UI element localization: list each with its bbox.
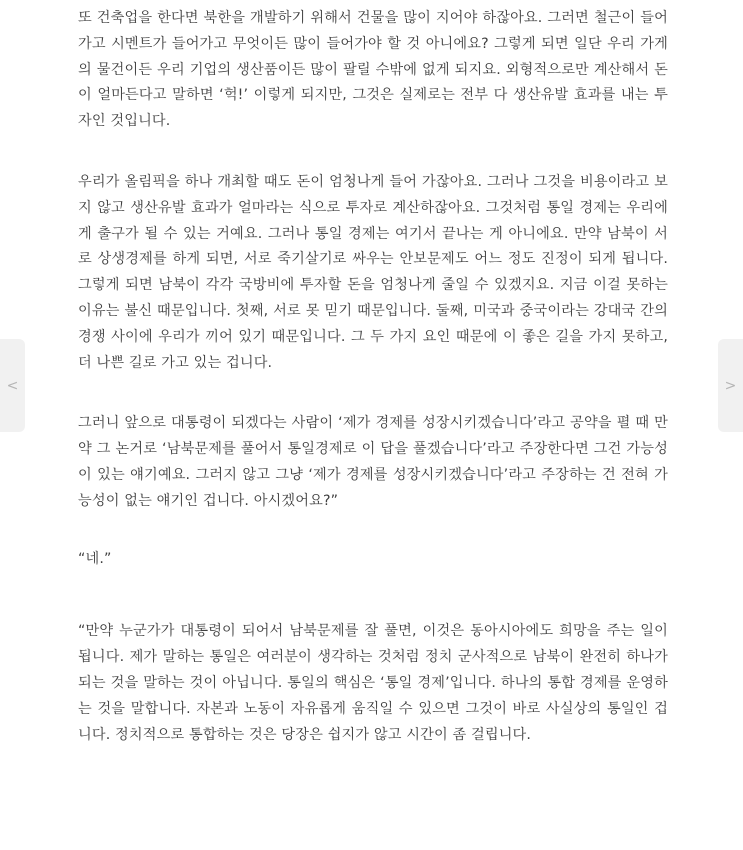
paragraph-reply: “네.” [78, 550, 112, 567]
chevron-right-icon: > [724, 377, 737, 394]
paragraph-president: 그러니 앞으로 대통령이 되겠다는 사람이 ‘제가 경제를 성장시키겠습니다’라고 공약을 펼 때 만약 그 논거로 ‘남북문제를 풀어서 통일경제로 이 답을 풀겠습니다’라고 주장한다면 그건 가능성이 있는 얘기예요. 그러지 않고 그냥 ‘제가 경제를 성장시키겠습니다’라고 주장하는 건 전혀 가능성이 없는 얘기인 겁니다. 아시겠어요?” [78, 415, 668, 509]
paragraph-construction: 또 건축업을 한다면 북한을 개발하기 위해서 건물을 많이 지어야 하잖아요. 그러면 철근이 들어가고 시멘트가 들어가고 무엇이든 많이 들어가야 할 것 아니에요? 그렇게 되면 일단 우리 가게의 물건이든 우리 기업의 생산품이든 많이 팔릴 수밖에 없게 되지요. 외형적으로만 계산해서 돈이 얼마든다고 말하면 ‘헉!’ 이렇게 되지만, 그것은 실제로는 전부 다 생산유발 효과를 내는 투자인 것입니다. [78, 10, 668, 130]
article-body [78, 6, 668, 748]
previous-page-button[interactable] [0, 339, 25, 432]
chevron-left-icon: < [6, 377, 19, 394]
paragraph-unification: “만약 누군가가 대통령이 되어서 남북문제를 잘 풀면, 이것은 동아시아에도 희망을 주는 일이 됩니다. 제가 말하는 통일은 여러분이 생각하는 것처럼 정치 군사적으로 남북이 완전히 하나가 되는 것을 말하는 것이 아닙니다. 통일의 핵심은 ‘통일 경제’입니다. 하나의 통합 경제를 운영하는 것을 말합니다. 자본과 노동이 자유롭게 움직일 수 있으면 그것이 바로 사실상의 통일인 겁니다. 정치적으로 통합하는 것은 당장은 쉽지가 않고 시간이 좀 걸립니다. [78, 623, 668, 743]
paragraph-olympics: 우리가 올림픽을 하나 개최할 때도 돈이 엄청나게 들어 가잖아요. 그러나 그것을 비용이라고 보지 않고 생산유발 효과가 얼마라는 식으로 투자로 계산하잖아요. 그것처럼 통일 경제는 우리에게 출구가 될 수 있는 거예요. 그러나 통일 경제는 여기서 끝나는 게 아니에요. 만약 남북이 서로 상생경제를 하게 되면, 서로 죽기살기로 싸우는 안보문제도 어느 정도 진정이 되게 됩니다. 그렇게 되면 남북이 각각 국방비에 투자할 돈을 엄청나게 줄일 수 있겠지요. 지금 이걸 못하는 이유는 불신 때문입니다. 첫째, 서로 못 믿기 때문입니다. 둘째, 미국과 중국이라는 강대국 간의 경쟁 사이에 우리가 끼어 있기 때문입니다. 그 두 가지 요인 때문에 이 좋은 길을 가지 못하고, 더 나쁜 길로 가고 있는 겁니다. [78, 173, 668, 371]
next-page-button[interactable] [718, 339, 743, 432]
